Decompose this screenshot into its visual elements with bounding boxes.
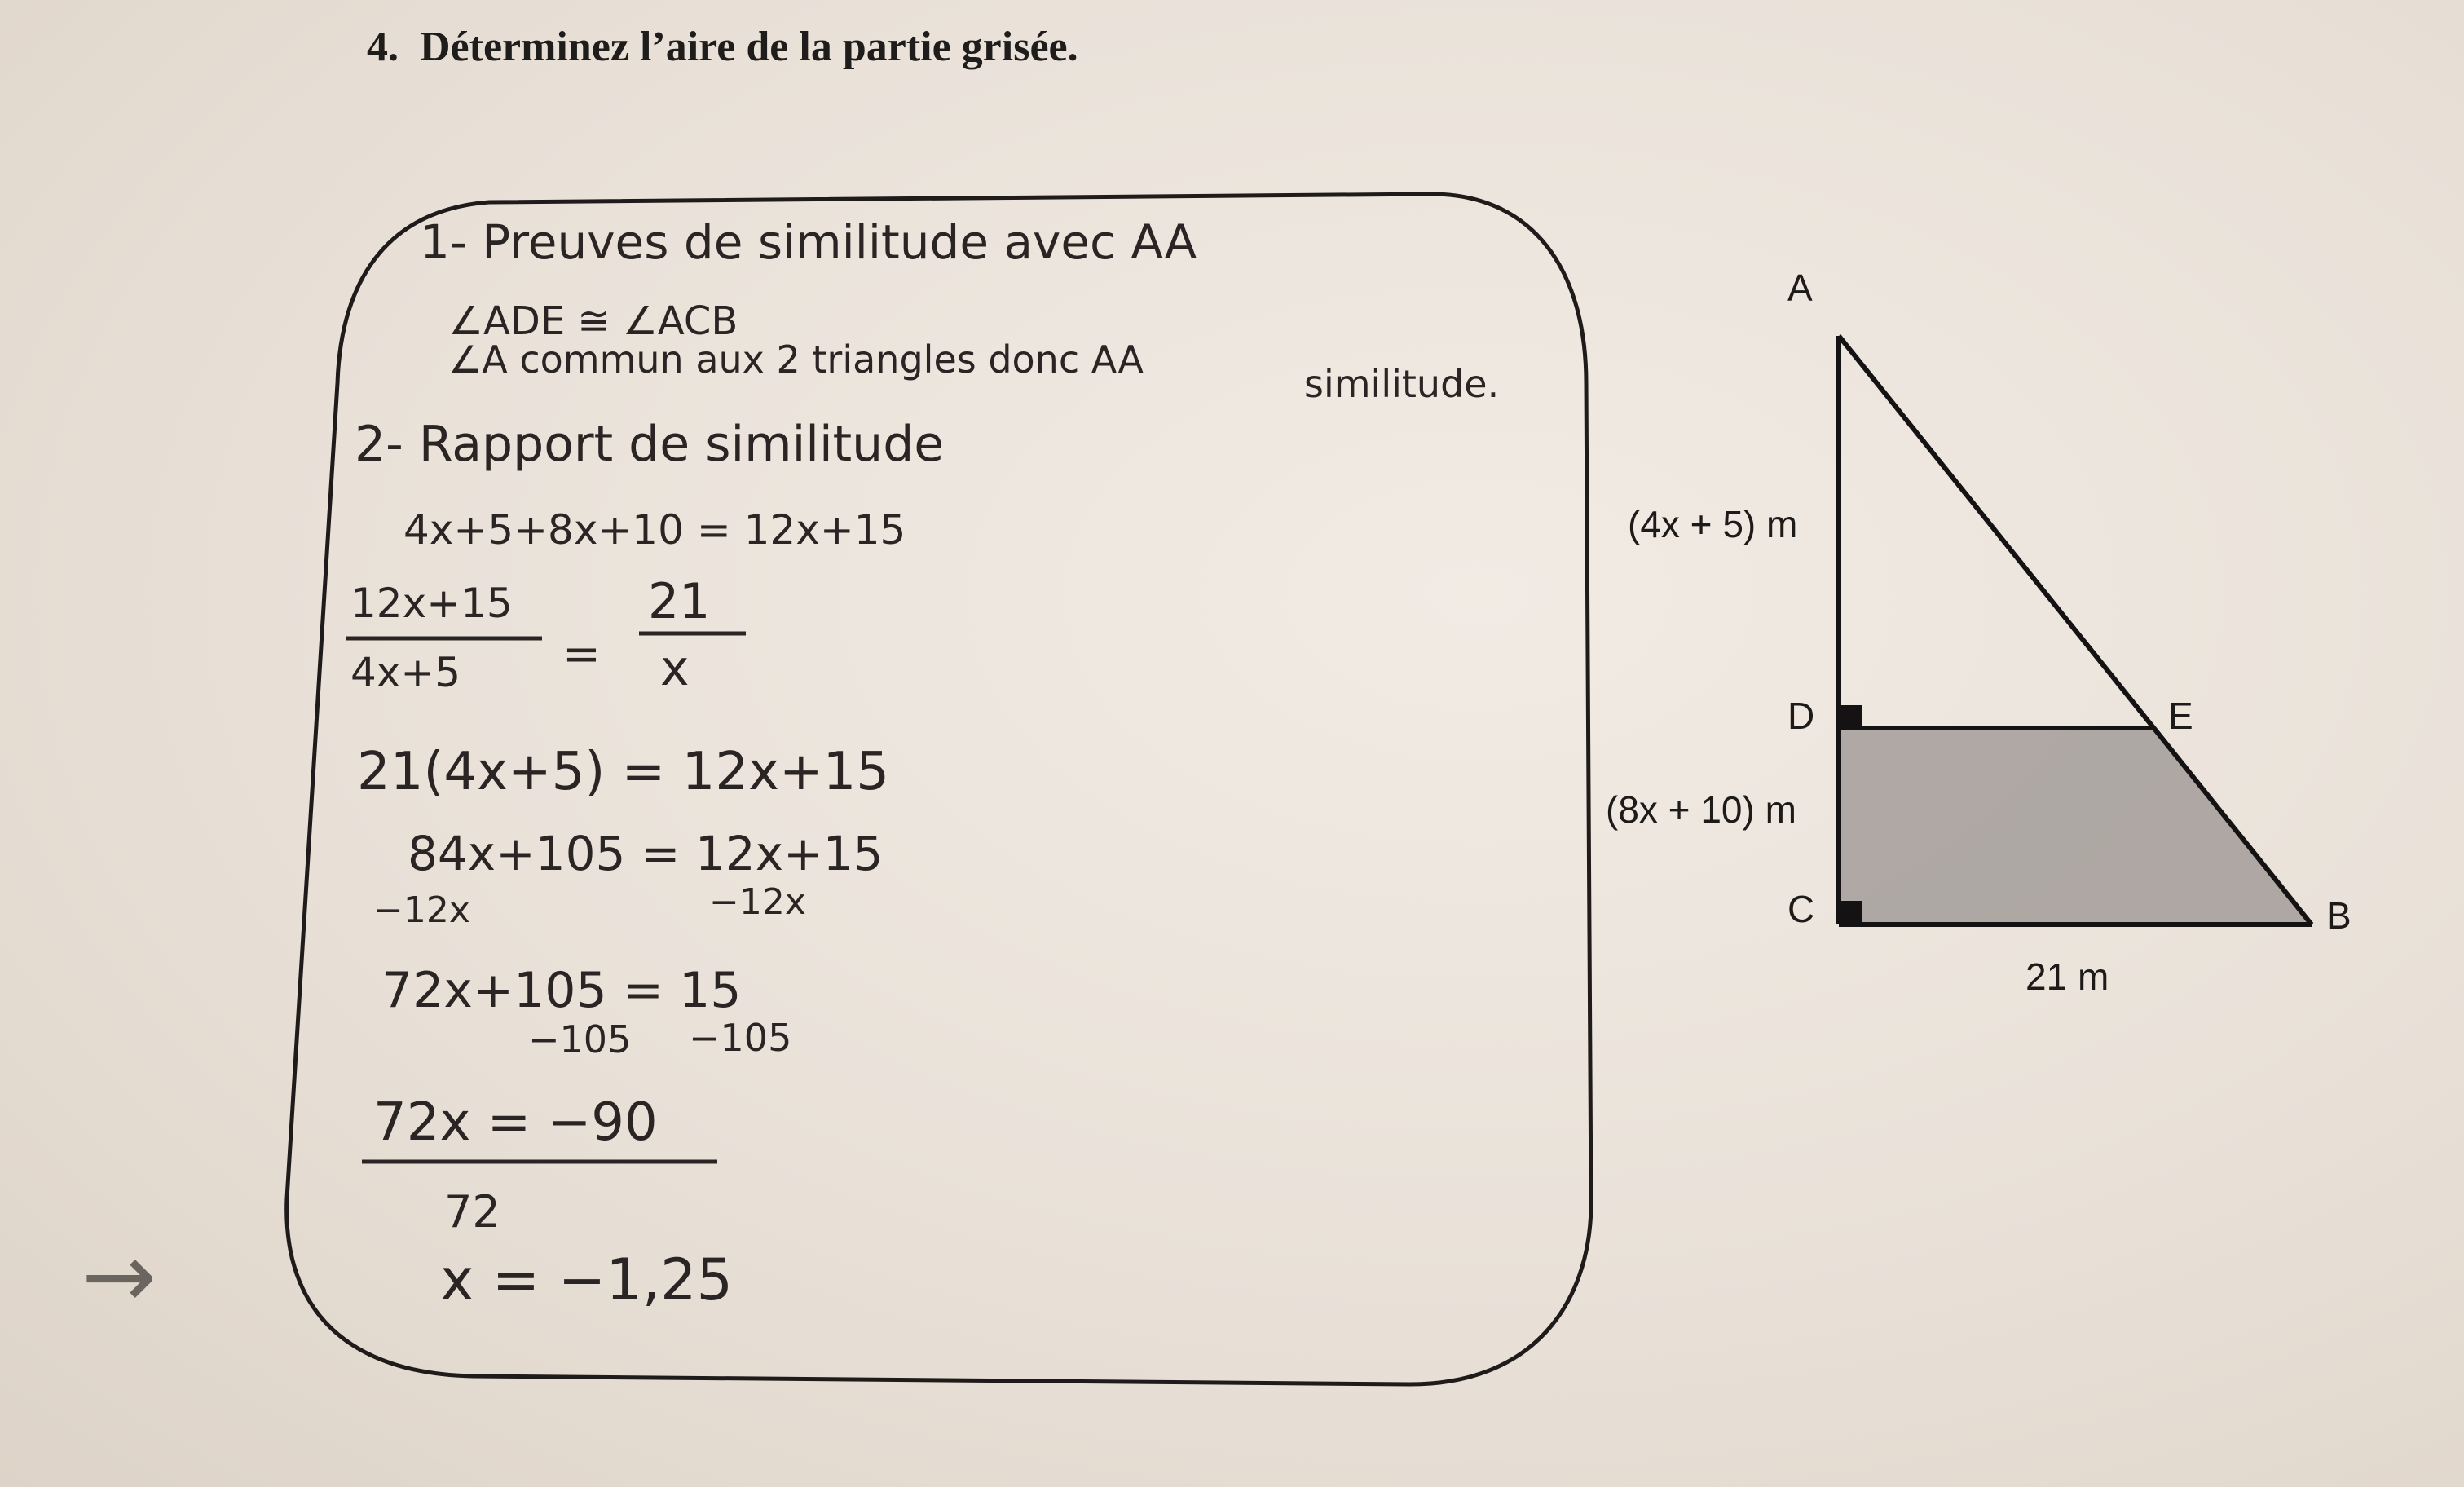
divide-denominator: 72 bbox=[444, 1186, 500, 1238]
sum-line: 4x+5+8x+10 = 12x+15 bbox=[403, 506, 906, 554]
arrow-icon: → bbox=[82, 1224, 157, 1328]
ratio-right-denominator: x bbox=[660, 640, 690, 697]
ratio-right-numerator: 21 bbox=[648, 573, 711, 630]
question-number: 4. bbox=[367, 24, 399, 70]
subtract-12x-right: −12x bbox=[709, 881, 806, 923]
result-x: x = −1,25 bbox=[440, 1247, 734, 1313]
divide-numerator: 72x = −90 bbox=[373, 1092, 658, 1153]
ratio-left-numerator: 12x+15 bbox=[350, 580, 513, 627]
step2-title: 2- Rapport de similitude bbox=[355, 416, 945, 473]
vertex-E-label: E bbox=[2168, 695, 2193, 737]
vertex-D-label: D bbox=[1787, 695, 1815, 737]
length-CB-label: 21 m bbox=[2025, 955, 2109, 998]
right-angle-marker-D bbox=[1841, 705, 1862, 726]
subtract-105-right: −105 bbox=[689, 1016, 792, 1060]
angle-congruence: ∠ADE ≅ ∠ACB bbox=[448, 298, 738, 344]
ratio-left-denominator: 4x+5 bbox=[350, 649, 461, 696]
ratio-equals: = bbox=[562, 628, 601, 681]
cross-multiplication: 21(4x+5) = 12x+15 bbox=[357, 742, 889, 802]
similitude-word: similitude. bbox=[1304, 362, 1500, 406]
vertex-C-label: C bbox=[1787, 888, 1815, 930]
subtract-12x-left: −12x bbox=[373, 889, 470, 931]
question-text: Déterminez l’aire de la partie grisée. bbox=[420, 24, 1078, 70]
subtract-105-left: −105 bbox=[528, 1017, 632, 1061]
shaded-region bbox=[1839, 728, 2312, 924]
length-DC-label: (8x + 10) m bbox=[1606, 788, 1796, 831]
right-angle-marker-C bbox=[1841, 901, 1862, 922]
combined-equation: 72x+105 = 15 bbox=[381, 962, 742, 1019]
length-AD-label: (4x + 5) m bbox=[1628, 503, 1798, 545]
vertex-A-label: A bbox=[1787, 267, 1813, 309]
step1-title: 1- Preuves de similitude avec AA bbox=[420, 214, 1197, 270]
expanded-equation: 84x+105 = 12x+15 bbox=[408, 826, 884, 881]
vertex-B-label: B bbox=[2326, 894, 2352, 937]
common-angle: ∠A commun aux 2 triangles donc AA bbox=[448, 338, 1144, 382]
